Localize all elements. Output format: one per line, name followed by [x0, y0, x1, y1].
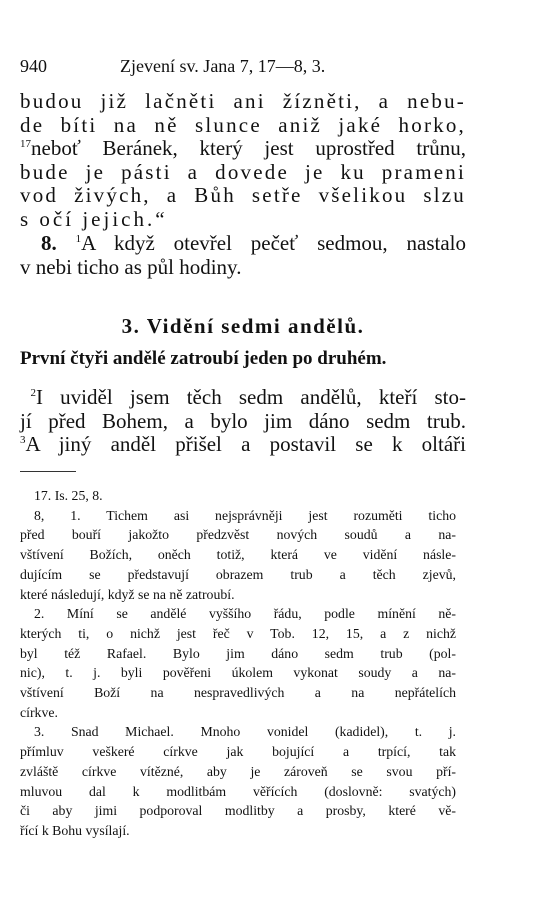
footnote-line: či aby jimi podporoval modlitby a prosby, které vě-: [20, 803, 456, 819]
verse-paragraph-7-16-17: [20, 90, 466, 232]
footnote-line: 17. Is. 25, 8.: [34, 488, 103, 503]
text-line: vod živých, a Bůh setře všelikou slzu: [20, 183, 466, 208]
text-line: [20, 433, 466, 457]
footnote-line: které následují, když se na ně zatroubí.: [20, 586, 235, 602]
footnote-line: 2. Míní se andělé vyššího řádu, podle mínění ně-: [34, 606, 456, 622]
footnote-line: kterých ti, o nichž jest řeč v Tob. 12, 15, a z nichž: [20, 625, 456, 641]
footnote-line: 8, 1. Tichem asi nejsprávněji jest rozuměti ticho: [34, 507, 456, 523]
verse-number: 3: [20, 434, 26, 447]
text-line-content: neboť Beránek, který jest uprostřed trůnu,: [31, 136, 466, 161]
section-subheading: První čtyři andělé zatroubí jeden po druhém.: [20, 348, 387, 369]
text-line: de bíti na ně slunce aniž jaké horko,: [20, 112, 466, 137]
footnote-line: 3. Snad Michael. Mnoho vonidel (kadidel), t. j.: [34, 724, 456, 740]
text-line: [20, 137, 466, 161]
text-line: [20, 386, 466, 410]
verse-number: 17: [20, 138, 31, 151]
text-line-content: A když otevřel pečeť sedmou, nastalo: [81, 231, 466, 255]
text-line-content: I uviděl jsem těch sedm andělů, kteří sto-: [36, 385, 466, 409]
verse-paragraph-8-1: [20, 232, 466, 279]
footnote-line: řící k Bohu vysílají.: [20, 822, 130, 838]
footnote-line: vštívení Božích, oněch totiž, která ve vidění násle-: [20, 547, 456, 563]
section-heading: 3. Vidění sedmi andělů.: [121, 314, 365, 338]
footnote-line: vštívení Boží na nespravedlivých a na nepřátelích: [20, 685, 456, 701]
footnote-line: zvláště církve vítězné, aby je zároveň se svou pří-: [20, 763, 456, 779]
verse-paragraph-8-2-3: [20, 386, 466, 457]
footnote-line: byl též Rafael. Bylo jim dáno sedm trub (pol-: [20, 645, 456, 661]
text-line: s očí jejich.“: [20, 206, 168, 231]
text-line-content: A jiný anděl přišel a postavil se k oltáři: [25, 432, 466, 457]
text-line: [20, 232, 466, 256]
text-line: budou již lačněti ani žízněti, a nebu-: [20, 89, 466, 113]
running-title: Zjevení sv. Jana 7, 17—8, 3.: [120, 56, 326, 76]
chapter-number: 8.: [41, 231, 57, 255]
text-line: bude je pásti a dovede je ku prameni: [20, 159, 466, 184]
text-line: jí před Bohem, a bylo jim dáno sedm trub.: [20, 408, 466, 433]
footnote-line: před bouří jakožto předzvěst nových soudů a na-: [20, 527, 456, 543]
footnote-line: nic), t. j. byli pověřeni úkolem vykonat soudy a na-: [20, 665, 456, 681]
footnotes: [20, 486, 456, 841]
verse-number: 1: [75, 233, 82, 245]
footnote-divider: [20, 471, 76, 472]
footnote-line: církve.: [20, 704, 58, 720]
footnote-line: dujícím se představují obrazem trub a těch zjevů,: [20, 566, 456, 582]
page-number: 940: [20, 56, 47, 76]
verse-number: 2: [30, 387, 36, 399]
footnote-line: mluvou dal k modlitbám věřících (doslovně: svatých): [20, 783, 456, 799]
text-line: v nebi ticho as půl hodiny.: [20, 254, 242, 279]
footnote-line: přímluv veškeré církve jak bojující a trpící, tak: [20, 744, 456, 760]
